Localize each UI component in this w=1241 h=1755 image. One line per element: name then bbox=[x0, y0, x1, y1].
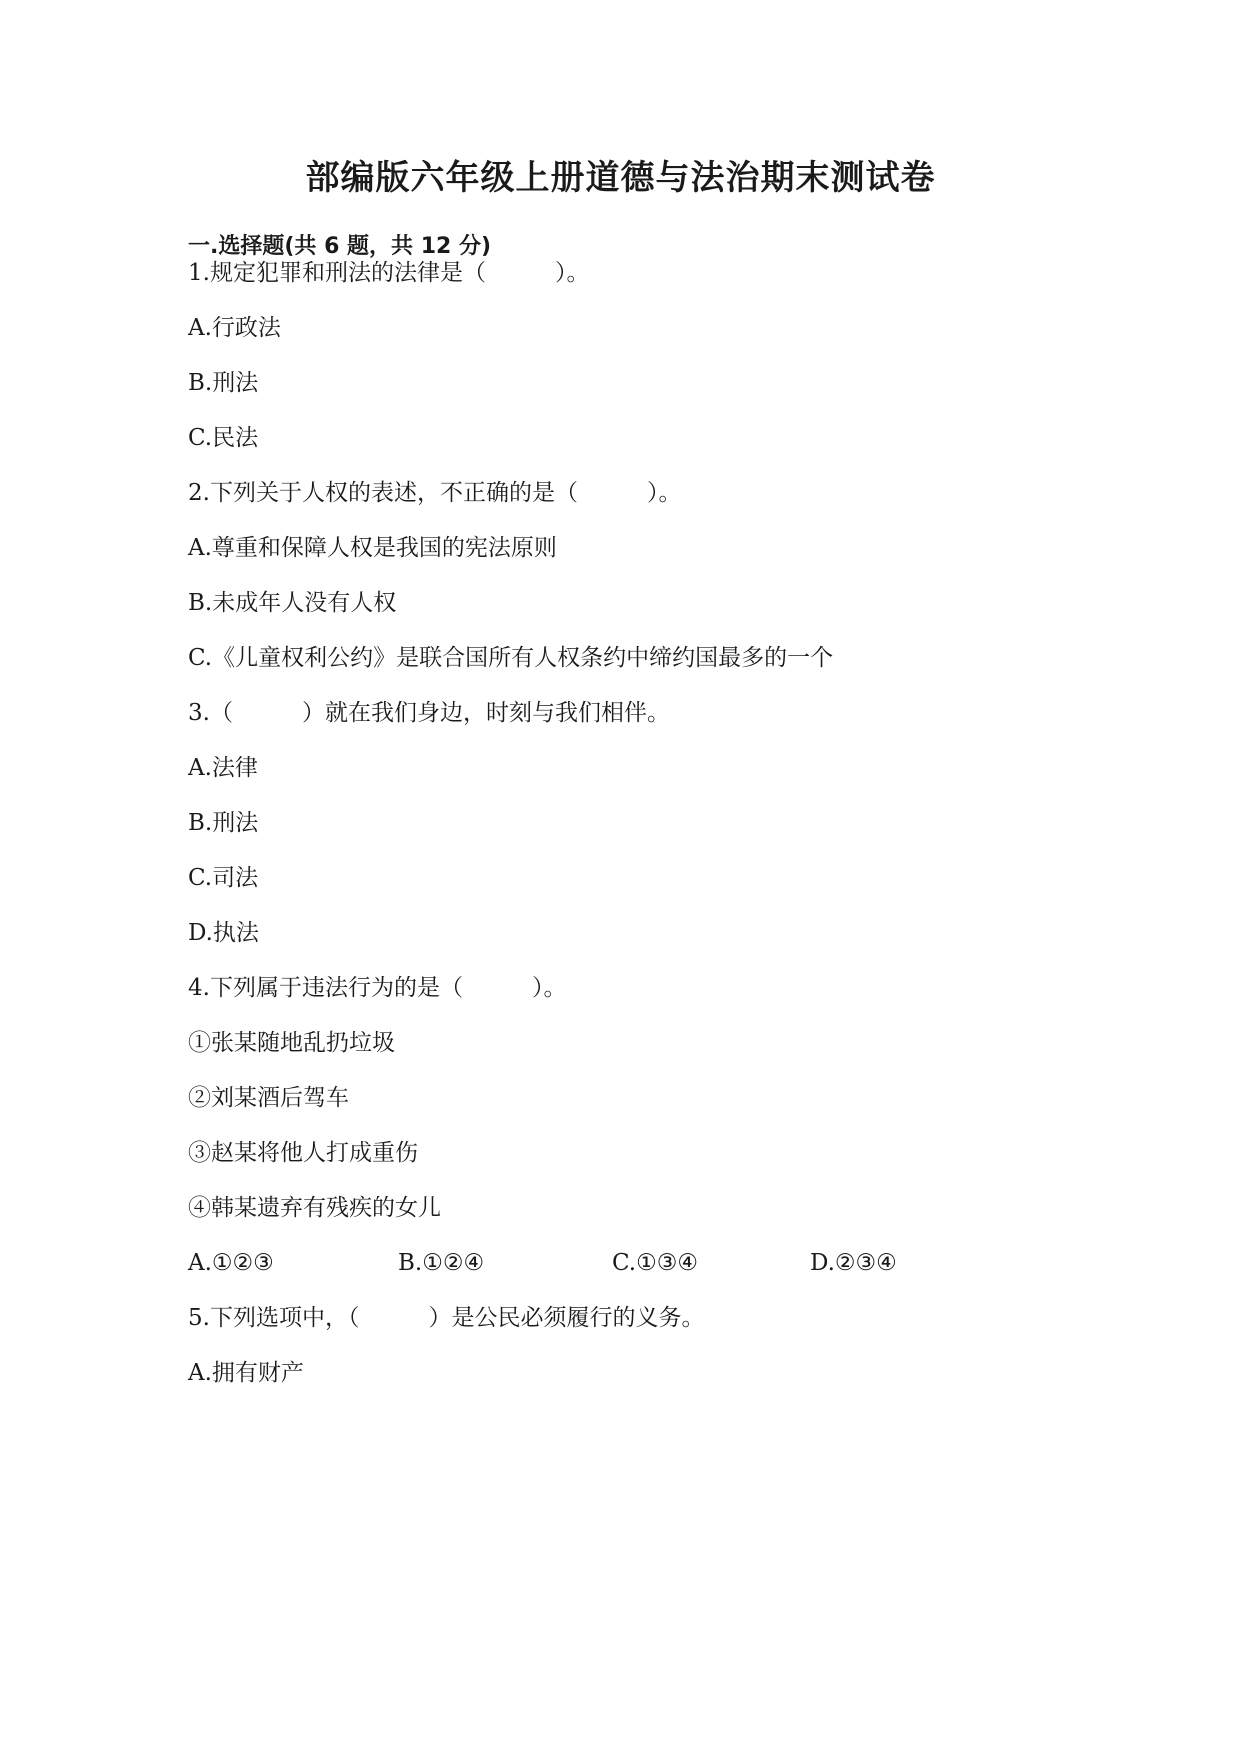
question-2-stem: 2.下列关于人权的表述，不正确的是（ ）。 bbox=[188, 480, 682, 506]
question-5-option-a[interactable]: A.拥有财产 bbox=[188, 1360, 304, 1386]
question-4-option-a[interactable]: A.①②③ bbox=[188, 1250, 274, 1276]
section-heading: 一.选择题(共 6 题，共 12 分) bbox=[188, 234, 492, 259]
question-4-item-3: ③赵某将他人打成重伤 bbox=[188, 1140, 418, 1166]
question-1-option-c[interactable]: C.民法 bbox=[188, 425, 259, 451]
question-4-item-4: ④韩某遗弃有残疾的女儿 bbox=[188, 1195, 441, 1221]
question-2-option-b[interactable]: B.未成年人没有人权 bbox=[188, 590, 397, 616]
question-3-option-a[interactable]: A.法律 bbox=[188, 755, 258, 781]
question-4-item-1: ①张某随地乱扔垃圾 bbox=[188, 1030, 395, 1056]
question-3-option-d[interactable]: D.执法 bbox=[188, 920, 259, 946]
question-4-stem: 4.下列属于违法行为的是（ ）。 bbox=[188, 975, 567, 1001]
question-3-stem: 3.（ ）就在我们身边，时刻与我们相伴。 bbox=[188, 700, 670, 726]
question-1-option-b[interactable]: B.刑法 bbox=[188, 370, 259, 396]
question-4-option-b[interactable]: B.①②④ bbox=[398, 1250, 485, 1276]
question-5-stem: 5.下列选项中，（ ）是公民必须履行的义务。 bbox=[188, 1305, 705, 1331]
question-2-option-c[interactable]: C.《儿童权利公约》是联合国所有人权条约中缔约国最多的一个 bbox=[188, 645, 834, 671]
question-4-option-c[interactable]: C.①③④ bbox=[612, 1250, 698, 1276]
question-4-item-2: ②刘某酒后驾车 bbox=[188, 1085, 349, 1111]
question-4-option-d[interactable]: D.②③④ bbox=[810, 1250, 897, 1276]
question-3-option-b[interactable]: B.刑法 bbox=[188, 810, 259, 836]
page-title: 部编版六年级上册道德与法治期末测试卷 bbox=[305, 158, 936, 198]
question-1-stem: 1.规定犯罪和刑法的法律是（ ）。 bbox=[188, 260, 590, 286]
question-2-option-a[interactable]: A.尊重和保障人权是我国的宪法原则 bbox=[188, 535, 557, 561]
question-3-option-c[interactable]: C.司法 bbox=[188, 865, 259, 891]
question-1-option-a[interactable]: A.行政法 bbox=[188, 315, 281, 341]
